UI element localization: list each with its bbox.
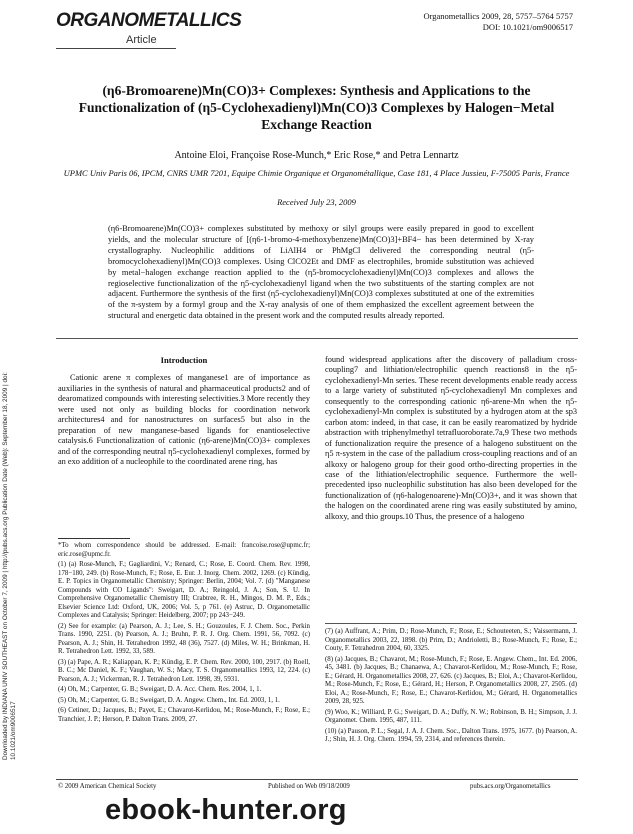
footnote: (6) Cetiner, D.; Jacques, B.; Payet, E.; Chavarot-Kerlidou, M.; Rose-Munch, F.; Rose, E.; Tranchier, J. P.; Herson, P. Dalton Trans. 2009, 27.	[58, 707, 310, 723]
published-date: Published on Web 09/18/2009	[268, 783, 350, 790]
footnote: (3) (a) Pape, A. R.; Kaliappan, K. P.; Kündig, E. P. Chem. Rev. 2000, 100, 2917. (b) Roell, B. C.; Mc Daniel, K. F.; Vaughan, W. S.; Macy, T. S. Organometallics 1993, 12, 224. (c) Pearson, A. J.; Vickerman, R. J. Tetrahedron Lett. 1998, 39, 5931.	[58, 658, 310, 683]
abstract: (η6-Bromoarene)Mn(CO)3+ complexes substituted by methoxy or silyl groups were easily prepared in good to excellent yields, and the molecular structure of [(η6-1-bromo-4-methoxybenzene)Mn(CO)3]+BF4− has been determined by X-ray crystallography. Nucleophilic additions of LiAlH4 or PhMgCl delivered the corresponding neutral (η5-bromocyclohexadienyl)Mn(CO)3 complexes. Using ClCO2Et and DMF as electrophiles, bromide substitution was achieved by metal−halogen exchange reaction applied to the (η5-bromocyclohexadienyl)Mn(CO)3 complexes and allows the regioselective functionalization of the η5-cyclohexadienyl ligand when the two substituents of the starting complex are not adjacent. Furthermore the synthesis of the first (η5-cyclohexadienyl)Mn(CO)3 complexes substituted at one of the extremities of the π-system by a formyl group and the X-ray analysis of one of them emphasized the excellent agreement between the structural and energetic data obtained in the present work and the computed results already reported.	[108, 224, 534, 321]
footnotes-left	[58, 542, 310, 726]
doi-text[interactable]: DOI: 10.1021/om9006517	[482, 22, 573, 32]
intro-right-column	[325, 355, 577, 522]
received-date: Received July 23, 2009	[277, 197, 356, 207]
intro-paragraph: Cationic arene π complexes of manganese1 are of importance as auxiliaries in the synthesis of natural and pharmaceutical products2 and of dearomatized compounds with interesting selectivities.3 More recently they were used not only as building blocks for coordination network architectures4 and for nanostructures on surfaces5 but also in the preparation of new manganese-based ligands for enantioselective catalysis.6 Functionalization of cationic (η6-arene)Mn(CO)3+ complexes and of the corresponding neutral η5-cyclohexadienyl complexes, formed by an exo addition of a nucleophile to the coordinated arene ring, has	[58, 373, 310, 467]
journal-line: Organometallics 2009, 28, 5757–5764 5757	[423, 11, 573, 21]
affiliation: UPMC Univ Paris 06, IPCM, CNRS UMR 7201, Equipe Chimie Organique et Organométallique, Case 181, 4 Place Jussieu, F-75005 Paris, France	[63, 168, 570, 178]
abstract-rule	[56, 338, 578, 339]
footnote: (5) Oh, M.; Carpenter, G. B.; Sweigart, D. A. Angew. Chem., Int. Ed. 2003, 1, 1.	[58, 696, 280, 704]
journal-logo: ORGANOMETALLICS	[56, 10, 242, 31]
article-title: (η6-Bromoarene)Mn(CO)3+ Complexes: Synthesis and Applications to the Functionalization of (η5-Cyclohexadienyl)Mn(CO)3 Complexes by Halogen−Metal Exchange Reaction	[78, 83, 555, 132]
article-type-label: Article	[126, 34, 157, 46]
footnote: (2) See for example: (a) Pearson, A. J.; Lee, S. H.; Gouzoules, F. J. Chem. Soc., Perkin Trans. 1990, 2251. (b) Pearson, A. J.; Bruhn, P. R. J. Org. Chem. 1991, 56, 7092. (c) Pearson, A. J.; Shin, H. Tetrahedron 1992, 48 (36), 7527. (d) Miles, W. H.; Brinkman, H. R. Tetrahedron Lett. 1992, 33, 589.	[58, 622, 310, 655]
footnotes-right	[325, 628, 577, 747]
footnote-rule-right	[325, 623, 577, 624]
section-heading: Introduction	[160, 355, 208, 365]
footnote: (7) (a) Auffrant, A.; Prim, D.; Rose-Munch, F.; Rose, E.; Schouteeten, S.; Vaissermann, J. Organometallics 2003, 22, 1898. (b) Prim, D.; Andrioletti, B.; Rose-Munch, F.; Rose, E.; Couty, F. Tetrahedron 2004, 60, 3325.	[325, 628, 577, 652]
footnote: (4) Oh, M.; Carpenter, G. B.; Sweigart, D. A. Acc. Chem. Res. 2004, 1, 1.	[58, 686, 262, 693]
footer-rule	[56, 779, 578, 780]
footnote: (9) Woo, K.; Williard, P. G.; Sweigart, D. A.; Duffy, N. W.; Robinson, B. H.; Simpson, J. J. Organomet. Chem. 1995, 487, 111.	[325, 708, 577, 724]
footnote: (10) (a) Pauson, P. L.; Segal, J. A. J. Chem. Soc., Dalton Trans. 1975, 1677. (b) Pearson, A. J.; Shin, H. J. Org. Chem. 1994, 59, 2314, and references therein.	[325, 727, 577, 743]
intro-left-column	[58, 355, 310, 468]
header-rule	[56, 48, 176, 49]
intro-paragraph-continued: found widespread applications after the discovery of palladium cross-coupling7 and lithiation/electrophilic quench reactions8 in the η5-cyclohexadienyl-Mn series. These recent developments enable ready access to a large variety of substituted η5-cyclohexadienyl Mn complexes and consequently to the corresponding cationic η6-arene-Mn when the η5-cyclohexadienyl-Mn complex is substituted by a hydrogen atom at the sp3 carbon atom: indeed, in that case, it can be easily rearomatized by hydride abstraction with triphenylmethyl tetrafluoroborate.7a,9 These two methods of functionalization require the presence of a halogeno substituent on the η5 π-system in the case of the palladium cross-coupling reactions and of an alkoxy or halogeno group for their good ortho-directing properties in the case of the lithiation/electrophilic sequence. Furthermore the well-precedented ipso nucleophilic substitution has also been developed for the functionalization of (η6-halogenoarene)-Mn(CO)3+, and it was shown that the halogen on the coordinated arene ring was easily substituted by amino, alkoxy, and thio groups.10 Thus, the presence of a halogeno	[325, 355, 577, 521]
download-sidebar-text: Downloaded by INDIANA UNIV SOUTHEAST on October 7, 2009 | http://pubs.acs.org Publication Date (Web): September 18, 2009 | doi: 10.1021/om9006517	[2, 372, 17, 760]
journal-citation	[423, 11, 573, 33]
footnote-rule	[58, 538, 130, 539]
copyright-notice: © 2009 American Chemical Society	[58, 783, 157, 790]
author-list: Antoine Eloi, Françoise Rose-Munch,* Eric Rose,* and Petra Lennartz	[174, 150, 459, 161]
footnote: (8) (a) Jacques, B.; Chavarot, M.; Rose-Munch, F.; Rose, E. Angew. Chem., Int. Ed. 2006, 45, 3481. (b) Jacques, B.; Chanaewa, A.; Chavarot-Kerlidou, M.; Rose-Munch, F.; Rose, E.; Gérard, H. Organometallics 2008, 27, 626. (c) Jacques, B.; Eloi, A.; Chavarot-Kerlidou, M.; Rose-Munch, F.; Rose, E.; Gérard, H.; Herson, P. Organometallics 2008, 27, 2505. (d) Eloi, A.; Rose-Munch, F.; Rose, E.; Chavarot-Kerlidou, M.; Gérard, H. Organometallics 2009, 28, 925.	[325, 655, 577, 705]
journal-website-link[interactable]: pubs.acs.org/Organometallics	[470, 783, 551, 790]
footnote: *To whom correspondence should be addressed. E-mail: francoise.rose@upmc.fr; eric.rose@upmc.fr.	[58, 542, 310, 558]
watermark: ebook-hunter.org	[105, 794, 347, 826]
footnote: (1) (a) Rose-Munch, F.; Gagliardini, V.; Renard, C.; Rose, E. Coord. Chem. Rev. 1998, 178−180, 249. (b) Rose-Munch, F.; Rose, E. Eur. J. Inorg. Chem. 2002, 1269. (c) Kündig, E. P. Topics in Organometallic Chemistry; Springer: Berlin, 2004; Vol. 7. (d) "Manganese Compounds with CO Ligands": Sweigart, D. A.; Reingold, J. A.; Son, S. U. In Comprehensive Organometallic Chemistry III; Crabtree, R. H., Mingos, D. M. P., Eds.; Elsevier Science Ltd: Oxford, UK, 2006; Vol. 5, p 761. (e) Astruc, D. Organometallic Complexes and Catalysis; Springer: Heidelberg, 2007; pp 243−249.	[58, 561, 310, 619]
